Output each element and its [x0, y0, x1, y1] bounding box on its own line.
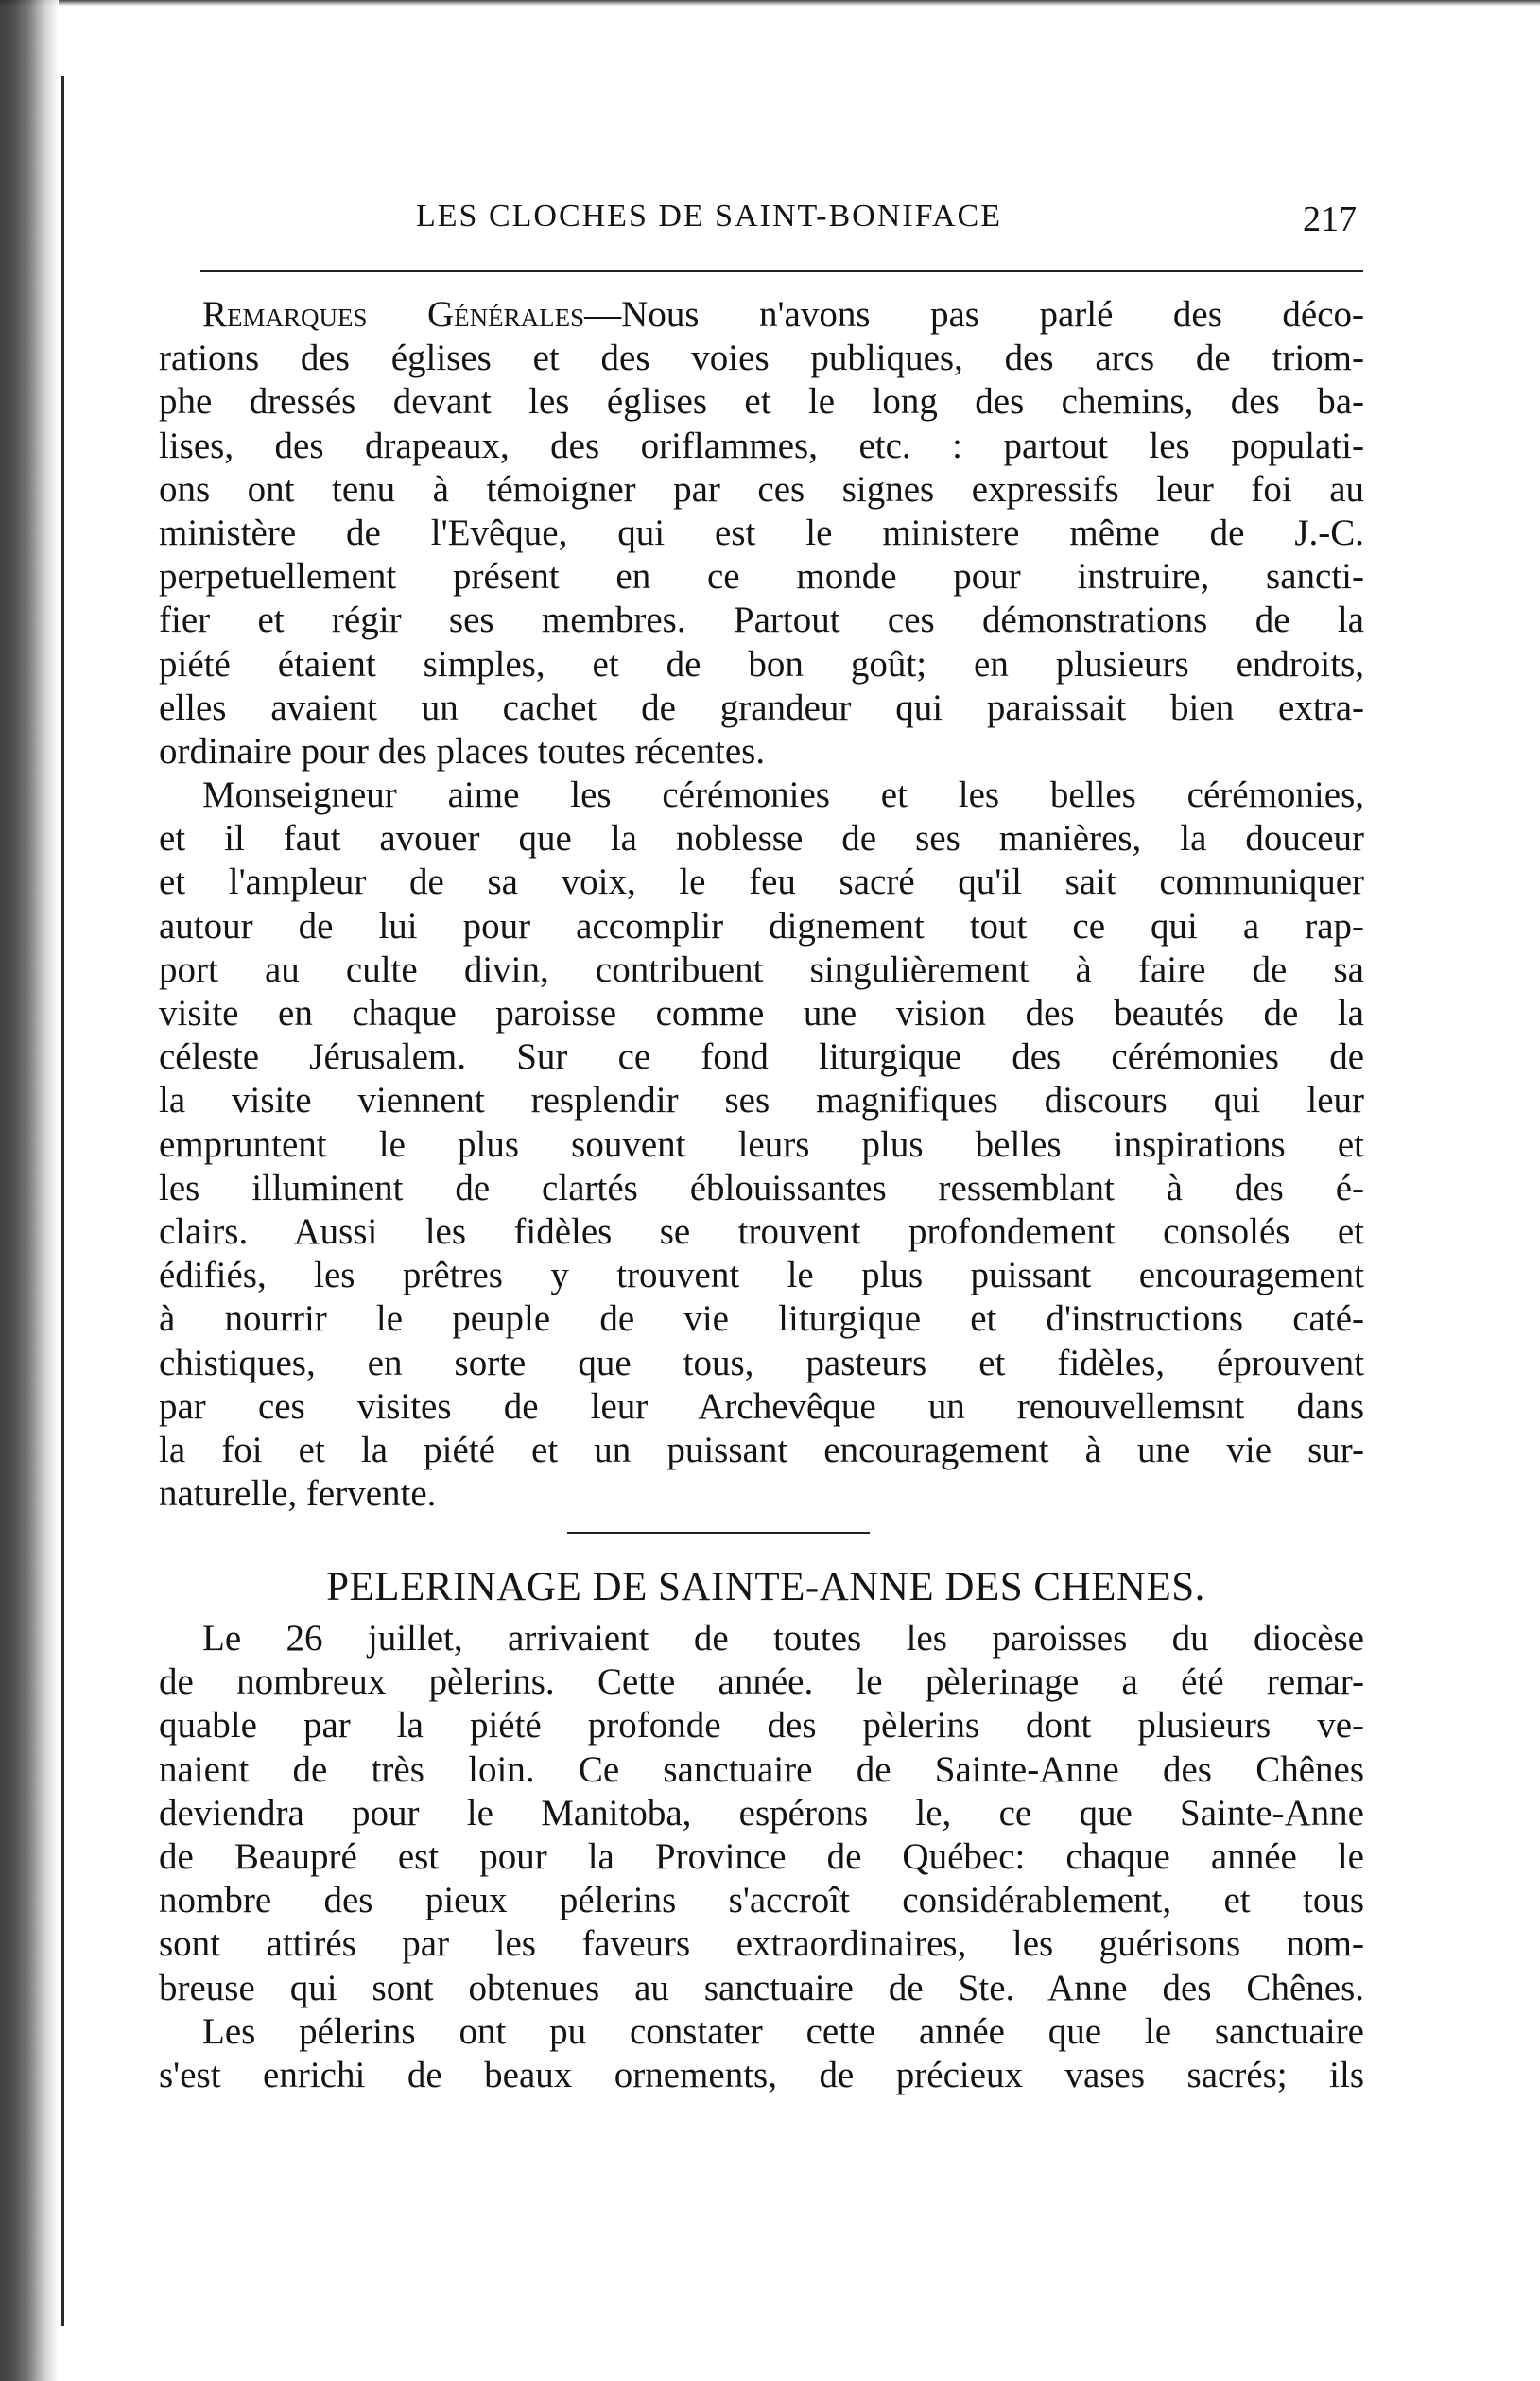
- paragraph-line: perpetuellement présent en ce monde pour instruire, sancti-: [159, 556, 1364, 598]
- paragraph-line: deviendra pour le Manitoba, espérons le, ce que Sainte-Anne: [159, 1792, 1364, 1834]
- paragraph-line: de Beaupré est pour la Province de Québec: chaque année le: [159, 1835, 1364, 1877]
- page-number: 217: [1303, 200, 1357, 239]
- paragraph-line: ordinaire pour des places toutes récentes.: [159, 730, 766, 772]
- paragraph-line: à nourrir le peuple de vie liturgique et d'instructions caté-: [159, 1298, 1364, 1340]
- paragraph-line: et l'ampleur de sa voix, le feu sacré qu'il sait communiquer: [159, 861, 1364, 903]
- paragraph-line: rations des églises et des voies publiques, des arcs de triom-: [159, 338, 1364, 379]
- paragraph-line: sont attirés par les faveurs extraordinaires, les guérisons nom-: [159, 1923, 1364, 1965]
- paragraph-line: naient de très loin. Ce sanctuaire de Sainte-Anne des Chênes: [159, 1748, 1364, 1790]
- paragraph-line: port au culte divin, contribuent singulièrement à faire de sa: [159, 948, 1364, 990]
- paragraph-line: la visite viennent resplendir ses magnifiques discours qui leur: [159, 1080, 1364, 1121]
- page-header: [161, 199, 1366, 246]
- paragraph-line: naturelle, fervente.: [159, 1473, 437, 1515]
- running-head: LES CLOCHES DE SAINT-BONIFACE: [416, 199, 1002, 234]
- paragraph-line: les illuminent de clartés éblouissantes ressemblant à des é-: [159, 1167, 1364, 1208]
- paragraph-line: céleste Jérusalem. Sur ce fond liturgique des cérémonies de: [159, 1036, 1364, 1078]
- binding-rule: [61, 76, 64, 2326]
- paragraph-line: fier et régir ses membres. Partout ces démonstrations de la: [159, 600, 1364, 641]
- paragraph-line: Les pélerins ont pu constater cette année que le sanctuaire: [202, 2010, 1364, 2052]
- paragraph-line: empruntent le plus souvent leurs plus belles inspirations et: [159, 1123, 1364, 1165]
- paragraph-line: et il faut avouer que la noblesse de ses manières, la douceur: [159, 818, 1364, 860]
- paragraph-line: Le 26 juillet, arrivaient de toutes les paroisses du diocèse: [202, 1618, 1364, 1659]
- paragraph-line: piété étaient simples, et de bon goût; en plusieurs endroits,: [159, 643, 1364, 685]
- header-rule: [200, 270, 1363, 272]
- paragraph-line: elles avaient un cachet de grandeur qui paraissait bien extra-: [159, 686, 1364, 728]
- paragraph-line: lises, des drapeaux, des oriflammes, etc. : partout les populati-: [159, 425, 1364, 466]
- paragraph-line: la foi et la piété et un puissant encouragement à une vie sur-: [159, 1429, 1364, 1470]
- page-top-edge: [0, 0, 1540, 6]
- paragraph-line: phe dressés devant les églises et le long des chemins, des ba-: [159, 381, 1364, 423]
- paragraph-line: autour de lui pour accomplir dignement tout ce qui a rap-: [159, 905, 1364, 947]
- binding-shadow: [0, 0, 59, 2381]
- paragraph-line: de nombreux pèlerins. Cette année. le pèlerinage a été remar-: [159, 1661, 1364, 1703]
- paragraph-line: ons ont tenu à témoigner par ces signes expressifs leur foi au: [159, 468, 1364, 510]
- section-general-remarks: [159, 293, 1364, 1516]
- section-divider: [567, 1532, 870, 1534]
- section-pilgrimage: [159, 1617, 1364, 2097]
- paragraph-line: ministère de l'Evêque, qui est le ministere même de J.-C.: [159, 512, 1364, 553]
- paragraph-line: s'est enrichi de beaux ornements, de précieux vases sacrés; ils: [159, 2054, 1364, 2095]
- section-heading: PELERINAGE DE SAINTE-ANNE DES CHENES.: [326, 1565, 1205, 1609]
- paragraph-line: clairs. Aussi les fidèles se trouvent profondement consolés et: [159, 1210, 1364, 1252]
- paragraph-line: Monseigneur aime les cérémonies et les belles cérémonies,: [202, 774, 1364, 816]
- paragraph-line: breuse qui sont obtenues au sanctuaire de Ste. Anne des Chênes.: [159, 1967, 1364, 2008]
- paragraph-line: Remarques Générales—Nous n'avons pas parlé des déco-: [202, 294, 1364, 335]
- section-lead-title: Remarques Générales: [202, 294, 585, 335]
- paragraph-line: édifiés, les prêtres y trouvent le plus puissant encouragement: [159, 1255, 1364, 1296]
- paragraph-line: chistiques, en sorte que tous, pasteurs et fidèles, éprouvent: [159, 1342, 1364, 1383]
- paragraph-line: nombre des pieux pélerins s'accroît considérablement, et tous: [159, 1880, 1364, 1921]
- paragraph-line: par ces visites de leur Archevêque un renouvellemsnt dans: [159, 1385, 1364, 1427]
- paragraph-line: quable par la piété profonde des pèlerins dont plusieurs ve-: [159, 1705, 1364, 1747]
- paragraph-line: visite en chaque paroisse comme une vision des beautés de la: [159, 993, 1364, 1034]
